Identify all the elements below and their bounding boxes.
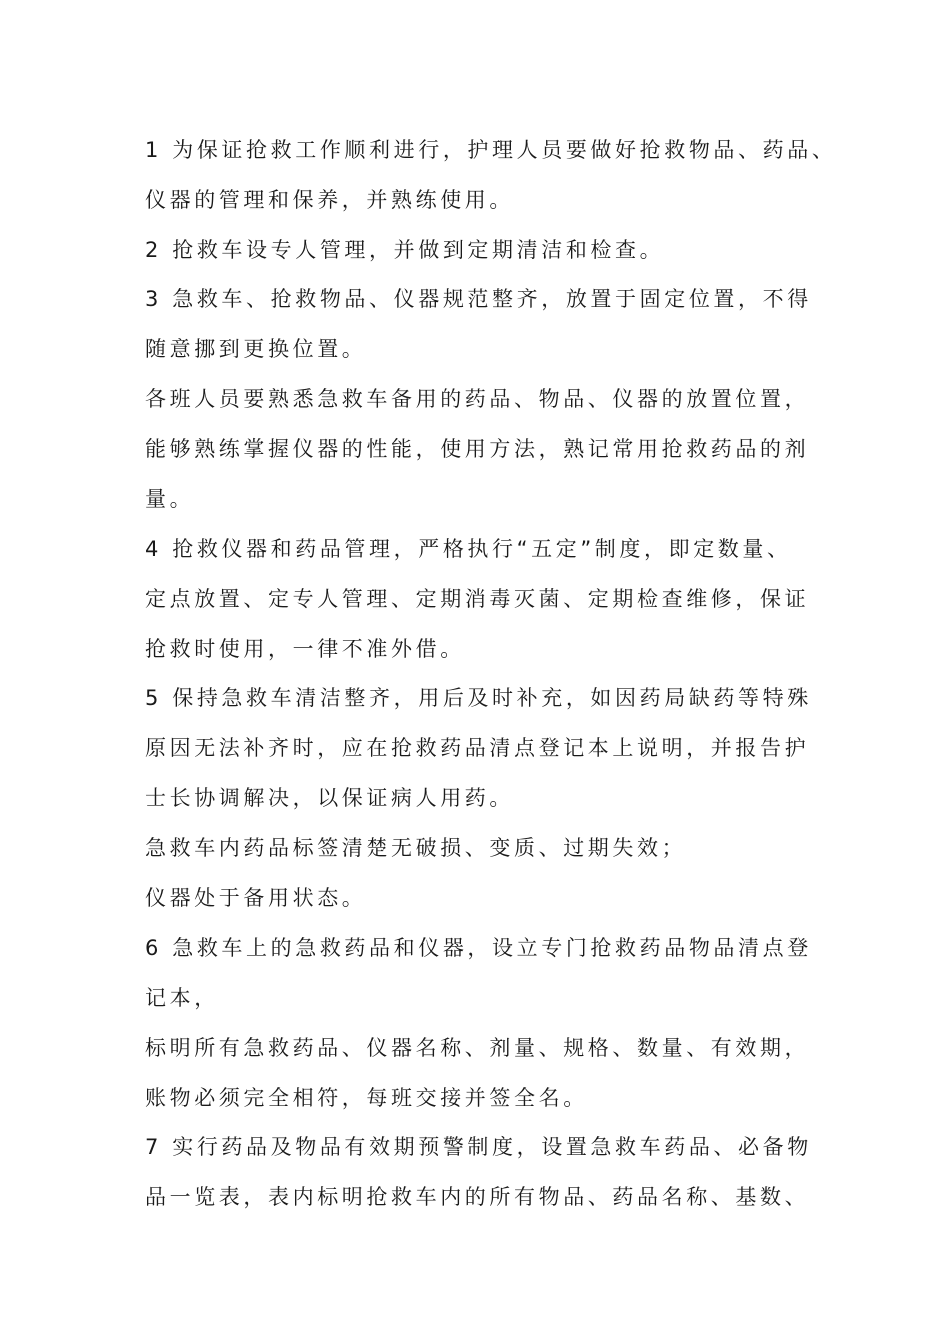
text-line: 抢救时使用，一律不准外借。 <box>145 637 465 661</box>
text-line: 原因无法补齐时，应在抢救药品清点登记本上说明，并报告护 <box>145 736 810 760</box>
text-line: 定点放置、定专人管理、定期消毒灭菌、定期检查维修，保证 <box>145 587 810 611</box>
text-line: 4 抢救仪器和药品管理，严格执行“五定”制度，即定数量、 <box>145 537 792 561</box>
text-line: 3 急救车、抢救物品、仪器规范整齐，放置于固定位置，不得 <box>145 287 812 311</box>
text-line: 记本， <box>145 986 219 1010</box>
text-line: 仪器处于备用状态。 <box>145 886 367 910</box>
text-line: 5 保持急救车清洁整齐，用后及时补充，如因药局缺药等特殊 <box>145 686 812 710</box>
text-line: 士长协调解决，以保证病人用药。 <box>145 786 514 810</box>
text-line: 急救车内药品标签清楚无破损、变质、过期失效； <box>145 836 687 860</box>
text-line: 量。 <box>145 487 195 511</box>
text-line: 账物必须完全相符，每班交接并签全名。 <box>145 1086 588 1110</box>
text-line: 7 实行药品及物品有效期预警制度，设置急救车药品、必备物 <box>145 1135 812 1159</box>
text-line: 仪器的管理和保养，并熟练使用。 <box>145 188 514 212</box>
text-line: 6 急救车上的急救药品和仪器，设立专门抢救药品物品清点登 <box>145 936 812 960</box>
text-line: 1 为保证抢救工作顺利进行，护理人员要做好抢救物品、药品、 <box>145 138 837 162</box>
text-line: 各班人员要熟悉急救车备用的药品、物品、仪器的放置位置， <box>145 387 810 411</box>
text-line: 品一览表，表内标明抢救车内的所有物品、药品名称、基数、 <box>145 1185 810 1209</box>
text-line: 能够熟练掌握仪器的性能，使用方法，熟记常用抢救药品的剂 <box>145 437 810 461</box>
text-line: 2 抢救车设专人管理，并做到定期清洁和检查。 <box>145 238 665 262</box>
text-line: 标明所有急救药品、仪器名称、剂量、规格、数量、有效期， <box>145 1036 810 1060</box>
text-line: 随意挪到更换位置。 <box>145 337 367 361</box>
